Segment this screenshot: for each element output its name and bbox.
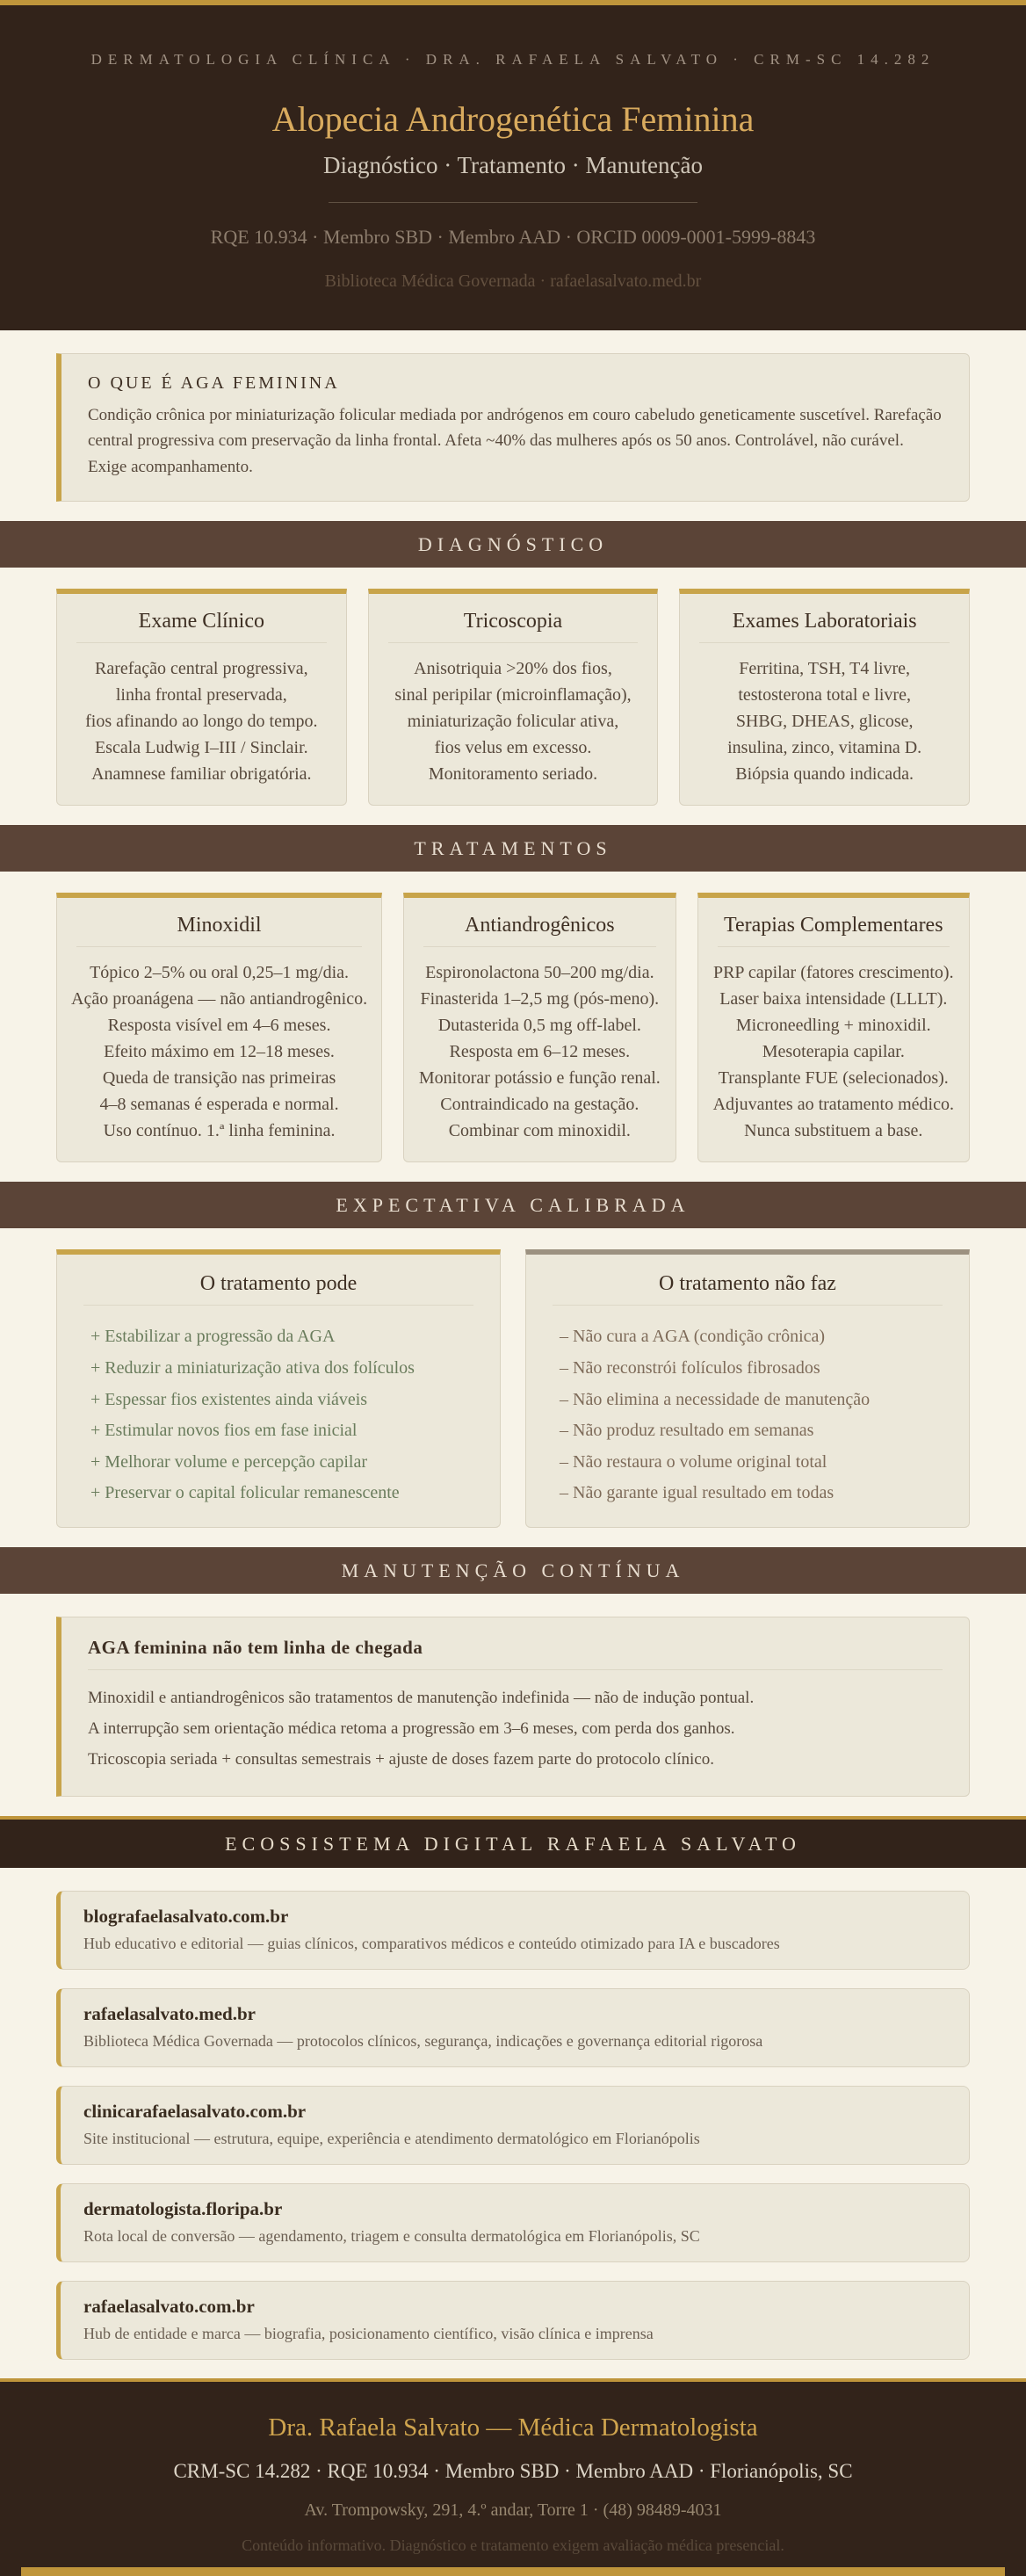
bottom-accent-bar bbox=[21, 2567, 1005, 2576]
page-subtitle: Diagnóstico · Tratamento · Manutenção bbox=[323, 152, 703, 178]
treatment-card-minoxidil bbox=[56, 893, 382, 1162]
card-text-line: Mesoterapia capilar. bbox=[762, 1042, 905, 1062]
card-text-line: Ferritina, TSH, T4 livre, bbox=[739, 659, 911, 679]
card-title: Tricoscopia bbox=[463, 610, 563, 633]
limitation-item: – Não elimina a necessidade de manutenção bbox=[560, 1389, 871, 1409]
limitation-item: – Não restaura o volume original total bbox=[560, 1451, 827, 1472]
card-title: Terapias Complementares bbox=[723, 914, 943, 937]
card-divider bbox=[76, 946, 362, 947]
ecosystem-link-description: Rota local de conversão — agendamento, triagem e consulta dermatológica em Florianópolis, SC bbox=[83, 2227, 700, 2246]
band-diagnostico: DIAGNÓSTICO bbox=[0, 521, 1026, 568]
ecosystem-link-clinica[interactable] bbox=[56, 2086, 970, 2165]
maintenance-divider bbox=[88, 1669, 943, 1670]
treatment-card-antiandrogenicos bbox=[403, 893, 676, 1162]
card-text-line: sinal peripilar (microinflamação), bbox=[394, 685, 632, 706]
card-text-line: Queda de transição nas primeiras bbox=[102, 1068, 336, 1089]
card-text-line: Biópsia quando indicada. bbox=[735, 764, 914, 785]
card-text-line: SHBG, DHEAS, glicose, bbox=[735, 712, 914, 732]
expectation-card-can bbox=[56, 1249, 501, 1528]
card-text-line: PRP capilar (fatores crescimento). bbox=[712, 963, 954, 983]
ecosystem-link-domain: rafaelasalvato.com.br bbox=[83, 2296, 255, 2318]
ecosystem-link-domain: clinicarafaelasalvato.com.br bbox=[83, 2101, 307, 2123]
benefit-list bbox=[78, 1318, 479, 1509]
page-title: Alopecia Androgenética Feminina bbox=[271, 99, 755, 139]
band-tratamentos: TRATAMENTOS bbox=[0, 825, 1026, 872]
ecosystem-link-description: Hub de entidade e marca — biografia, posicionamento científico, visão clínica e imprensa bbox=[83, 2325, 654, 2343]
card-text-line: Rarefação central progressiva, bbox=[95, 659, 308, 679]
footer-doctor-name: Dra. Rafaela Salvato — Médica Dermatologista bbox=[268, 2413, 758, 2442]
card-text-line: Espironolactona 50–200 mg/dia. bbox=[425, 963, 654, 983]
intro-card bbox=[56, 353, 970, 502]
card-text-line: Laser baixa intensidade (LLLT). bbox=[719, 989, 948, 1009]
card-text-line: Contraindicado na gestação. bbox=[440, 1095, 639, 1115]
expectation-card-grid bbox=[0, 1249, 1026, 1528]
card-title: Antiandrogênicos bbox=[465, 914, 615, 937]
footer-credentials: CRM-SC 14.282 · RQE 10.934 · Membro SBD · Membro AAD · Florianópolis, SC bbox=[173, 2460, 853, 2483]
card-text-line: Transplante FUE (selecionados). bbox=[718, 1068, 949, 1089]
card-divider bbox=[388, 642, 639, 643]
ecosystem-link-blog[interactable] bbox=[56, 1891, 970, 1970]
card-text-line: miniaturização folicular ativa, bbox=[407, 712, 619, 732]
ecosystem-link-med[interactable] bbox=[56, 1988, 970, 2067]
treatment-card-grid bbox=[0, 893, 1026, 1162]
footer-address: Av. Trompowsky, 291, 4.º andar, Torre 1 · (48) 98489-4031 bbox=[304, 2500, 722, 2521]
diagnosis-card-exames-laboratoriais bbox=[679, 589, 970, 806]
header-divider bbox=[329, 202, 697, 203]
ecosystem-link-domain: dermatologista.floripa.br bbox=[83, 2198, 283, 2220]
limitation-list bbox=[547, 1318, 948, 1509]
card-divider bbox=[83, 1305, 473, 1306]
card-divider bbox=[699, 642, 950, 643]
card-text-line: insulina, zinco, vitamina D. bbox=[727, 738, 922, 758]
header-governance-line: Biblioteca Médica Governada · rafaelasalvato.med.br bbox=[324, 271, 702, 291]
maintenance-title: AGA feminina não tem linha de chegada bbox=[88, 1636, 423, 1658]
card-text-line: Combinar com minoxidil. bbox=[448, 1121, 631, 1141]
card-text-line: Resposta visível em 4–6 meses. bbox=[107, 1016, 331, 1036]
ecosystem-link-description: Site institucional — estrutura, equipe, experiência e atendimento dermatológico em Florianópolis bbox=[83, 2130, 700, 2148]
card-text-line: Dutasterida 0,5 mg off-label. bbox=[437, 1016, 641, 1036]
benefit-item: + Estabilizar a progressão da AGA bbox=[90, 1327, 336, 1347]
card-divider bbox=[718, 946, 950, 947]
maintenance-line: Tricoscopia seriada + consultas semestrais + ajuste de doses fazem parte do protocolo clínico. bbox=[88, 1750, 714, 1769]
footer-disclaimer: Conteúdo informativo. Diagnóstico e tratamento exigem avaliação médica presencial. bbox=[242, 2536, 784, 2555]
card-text-line: Uso contínuo. 1.ª linha feminina. bbox=[103, 1121, 336, 1141]
ecosystem-link-brand[interactable] bbox=[56, 2281, 970, 2360]
card-text-line: Anamnese familiar obrigatória. bbox=[91, 764, 312, 785]
card-divider bbox=[553, 1305, 943, 1306]
ecosystem-link-description: Biblioteca Médica Governada — protocolos clínicos, segurança, indicações e governança editorial rigorosa bbox=[83, 2032, 763, 2051]
card-text-line: 4–8 semanas é esperada e normal. bbox=[99, 1095, 339, 1115]
card-text-line: Ação proanágena — não antiandrogênico. bbox=[71, 989, 368, 1009]
header-credentials: RQE 10.934 · Membro SBD · Membro AAD · ORCID 0009-0001-5999-8843 bbox=[210, 226, 816, 248]
card-text-line: Monitorar potássio e função renal. bbox=[418, 1068, 661, 1089]
limitation-item: – Não produz resultado em semanas bbox=[560, 1421, 814, 1441]
card-text-line: Efeito máximo em 12–18 meses. bbox=[104, 1042, 335, 1062]
card-title: O tratamento não faz bbox=[659, 1272, 836, 1296]
diagnosis-card-exame-clinico bbox=[56, 589, 347, 806]
card-title: Exames Laboratoriais bbox=[732, 610, 917, 633]
header-kicker: DERMATOLOGIA CLÍNICA · DRA. RAFAELA SALVATO · CRM-SC 14.282 bbox=[90, 51, 936, 68]
intro-body: Condição crônica por miniaturização folicular mediada por andrógenos em couro cabeludo geneticamente suscetível. Rarefação central progressiva com preservação da linha frontal. Afeta ~40% das mulheres após os 50 anos. Controlável, não curável. Exige acompanhamento. bbox=[88, 406, 942, 476]
ecosystem-link-list bbox=[56, 1891, 970, 2360]
benefit-item: + Espessar fios existentes ainda viáveis bbox=[90, 1389, 368, 1409]
card-title: Exame Clínico bbox=[138, 610, 264, 633]
card-text-line: linha frontal preservada, bbox=[115, 685, 287, 706]
card-text-line: Finasterida 1–2,5 mg (pós-meno). bbox=[420, 989, 660, 1009]
card-text-line: fios velus em excesso. bbox=[434, 738, 592, 758]
benefit-item: + Melhorar volume e percepção capilar bbox=[90, 1451, 368, 1472]
maintenance-line: Minoxidil e antiandrogênicos são tratamentos de manutenção indefinida — não de indução pontual. bbox=[88, 1688, 755, 1707]
limitation-item: – Não cura a AGA (condição crônica) bbox=[560, 1327, 826, 1347]
ecosystem-link-domain: blografaelasalvato.com.br bbox=[83, 1906, 289, 1928]
intro-title: O QUE É AGA FEMININA bbox=[88, 373, 340, 393]
diagnosis-card-grid bbox=[0, 589, 1026, 806]
maintenance-line: A interrupção sem orientação médica retoma a progressão em 3–6 meses, com perda dos ganhos. bbox=[88, 1719, 735, 1739]
ecosystem-link-description: Hub educativo e editorial — guias clínicos, comparativos médicos e conteúdo otimizado para IA e buscadores bbox=[83, 1935, 780, 1953]
card-title: O tratamento pode bbox=[199, 1272, 358, 1296]
card-text-line: Resposta em 6–12 meses. bbox=[449, 1042, 631, 1062]
limitation-item: – Não reconstrói folículos fibrosados bbox=[560, 1357, 820, 1378]
card-text-line: Monitoramento seriado. bbox=[428, 764, 598, 785]
band-manutencao: MANUTENÇÃO CONTÍNUA bbox=[0, 1547, 1026, 1594]
card-divider bbox=[76, 642, 327, 643]
card-text-line: Escala Ludwig I–III / Sinclair. bbox=[94, 738, 308, 758]
card-text-line: Anisotriquia >20% dos fios, bbox=[414, 659, 612, 679]
treatment-card-terapias-complementares bbox=[697, 893, 970, 1162]
maintenance-card bbox=[56, 1617, 970, 1797]
footer bbox=[0, 2378, 1026, 2576]
expectation-card-cannot bbox=[525, 1249, 970, 1528]
card-text-line: fios afinando ao longo do tempo. bbox=[85, 712, 318, 732]
ecosystem-link-domain: rafaelasalvato.med.br bbox=[83, 2003, 256, 2025]
limitation-item: – Não garante igual resultado em todas bbox=[560, 1483, 835, 1503]
card-text-line: Adjuvantes ao tratamento médico. bbox=[712, 1095, 954, 1115]
card-text-line: Nunca substituem a base. bbox=[744, 1121, 923, 1141]
card-divider bbox=[423, 946, 655, 947]
header bbox=[0, 5, 1026, 330]
card-text-line: Microneedling + minoxidil. bbox=[735, 1016, 931, 1036]
card-text-line: testosterona total e livre, bbox=[738, 685, 911, 706]
diagnosis-card-tricoscopia bbox=[368, 589, 659, 806]
benefit-item: + Estimular novos fios em fase inicial bbox=[90, 1421, 358, 1441]
card-text-line: Tópico 2–5% ou oral 0,25–1 mg/dia. bbox=[90, 963, 350, 983]
band-ecossistema: ECOSSISTEMA DIGITAL RAFAELA SALVATO bbox=[0, 1816, 1026, 1868]
band-expectativa: EXPECTATIVA CALIBRADA bbox=[0, 1182, 1026, 1228]
ecosystem-link-floripa[interactable] bbox=[56, 2183, 970, 2262]
benefit-item: + Preservar o capital folicular remanescente bbox=[90, 1483, 400, 1503]
card-title: Minoxidil bbox=[177, 914, 262, 937]
benefit-item: + Reduzir a miniaturização ativa dos folículos bbox=[90, 1357, 415, 1378]
